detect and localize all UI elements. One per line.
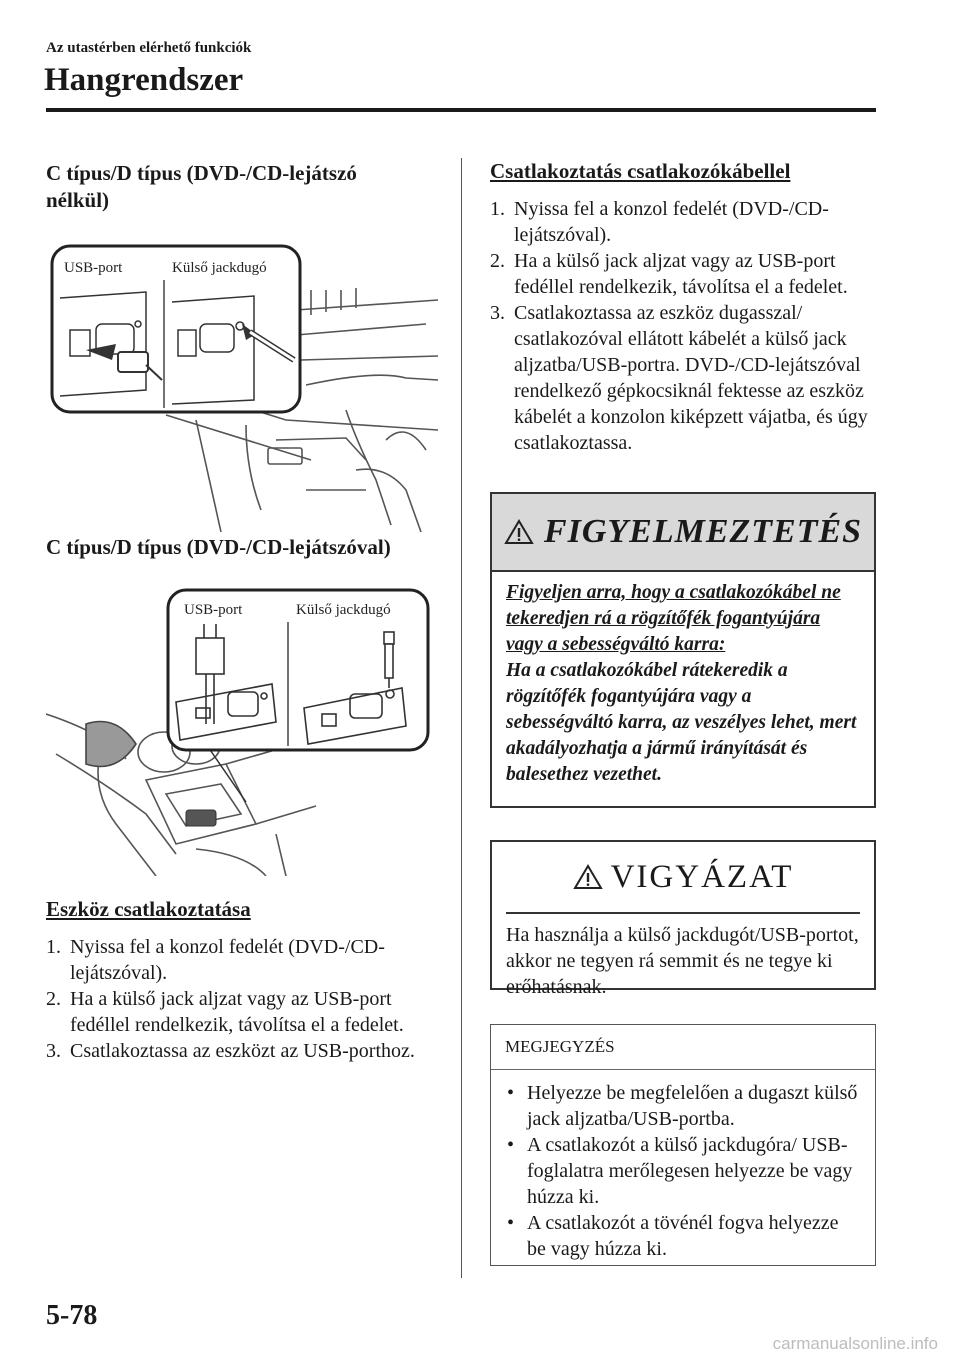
note-title: MEGJEGYZÉS	[491, 1025, 875, 1070]
note-box	[490, 1024, 876, 1266]
header-rule	[46, 108, 876, 112]
warning-underlined-text: Figyeljen arra, hogy a csatlakozókábel ne tekeredjen rá a rögzítőfék fogantyújára vagy a sebességváltó karra:	[506, 582, 841, 655]
figure-console-without-player	[46, 240, 438, 532]
warning-text: Ha a csatlakozókábel rátekeredik a rögzítőfék fogantyújára vagy a sebességváltó karra, az veszélyes lehet, mert akadályozhatja a jármű irányítását és balesethez vezethet.	[506, 660, 857, 785]
caution-box	[490, 840, 876, 998]
warning-triangle-icon	[504, 519, 534, 545]
caution-header	[492, 842, 874, 912]
figure2-label-usb: USB-port	[184, 602, 243, 618]
caution-text: Ha használja a külső jackdugót/USB-portot, akkor ne tegyen rá semmit és ne tegye ki erőhatásnak.	[506, 912, 860, 1000]
step-item: 1. Nyissa fel a konzol fedelét (DVD-/CD-lejátszóval).	[490, 198, 829, 246]
figure-console-with-player	[46, 584, 438, 876]
step-item: 1. Nyissa fel a konzol fedelét (DVD-/CD-lejátszóval).	[46, 936, 385, 984]
note-list	[491, 1070, 875, 1262]
step-item: 3. Csatlakoztassa az eszköz dugasszal/ csatlakozóval ellátott kábelét a külső jack aljzatba/USB-portra. DVD-/CD-lejátszóval rendelkező gépkocsiknál fektesse az eszköz kábelét a konzolon kiképzett vájatba, és úgy csatlakoztassa.	[490, 302, 868, 454]
caution-triangle-icon	[573, 864, 603, 890]
watermark: carmanualsonline.info	[772, 1334, 938, 1353]
step-item: 3. Csatlakoztassa az eszközt az USB-porthoz.	[46, 1040, 415, 1062]
figure1-label-jack: Külső jackdugó	[172, 260, 267, 276]
warning-header	[492, 494, 874, 572]
figure1-label-usb: USB-port	[64, 260, 123, 276]
heading-without-player: C típus/D típus (DVD-/CD-lejátszó nélkül)	[46, 161, 357, 212]
step-item: 2. Ha a külső jack aljzat vagy az USB-port fedéllel rendelkezik, távolítsa el a fedelet.	[46, 988, 404, 1036]
note-item: • A csatlakozót a külső jackdugóra/ USB-foglalatra merőlegesen helyezze be vagy húzza ki.	[507, 1134, 853, 1208]
heading-connect-device: Eszköz csatlakoztatása	[46, 897, 251, 921]
usb-port-icon	[186, 810, 216, 826]
warning-title: FIGYELMEZTETÉS	[543, 513, 863, 550]
left-steps	[46, 934, 436, 1064]
page-number: 5-78	[46, 1300, 98, 1331]
chapter-title: Hangrendszer	[44, 62, 244, 98]
heading-connect-with-cable: Csatlakoztatás csatlakozókábellel	[490, 159, 791, 183]
figure2-label-jack: Külső jackdugó	[296, 602, 391, 618]
right-steps	[490, 196, 880, 456]
step-item: 2. Ha a külső jack aljzat vagy az USB-port fedéllel rendelkezik, távolítsa el a fedelet.	[490, 250, 848, 298]
note-item: • Helyezze be megfelelően a dugaszt külső jack aljzatba/USB-portba.	[507, 1082, 858, 1130]
section-label: Az utastérben elérhető funkciók	[46, 40, 252, 56]
warning-box	[490, 492, 876, 808]
warning-body	[492, 572, 874, 788]
heading-with-player: C típus/D típus (DVD-/CD-lejátszóval)	[46, 535, 391, 559]
note-item: • A csatlakozót a tövénél fogva helyezze be vagy húzza ki.	[507, 1212, 839, 1260]
column-divider	[461, 158, 462, 1278]
caution-title: VIGYÁZAT	[610, 858, 794, 895]
